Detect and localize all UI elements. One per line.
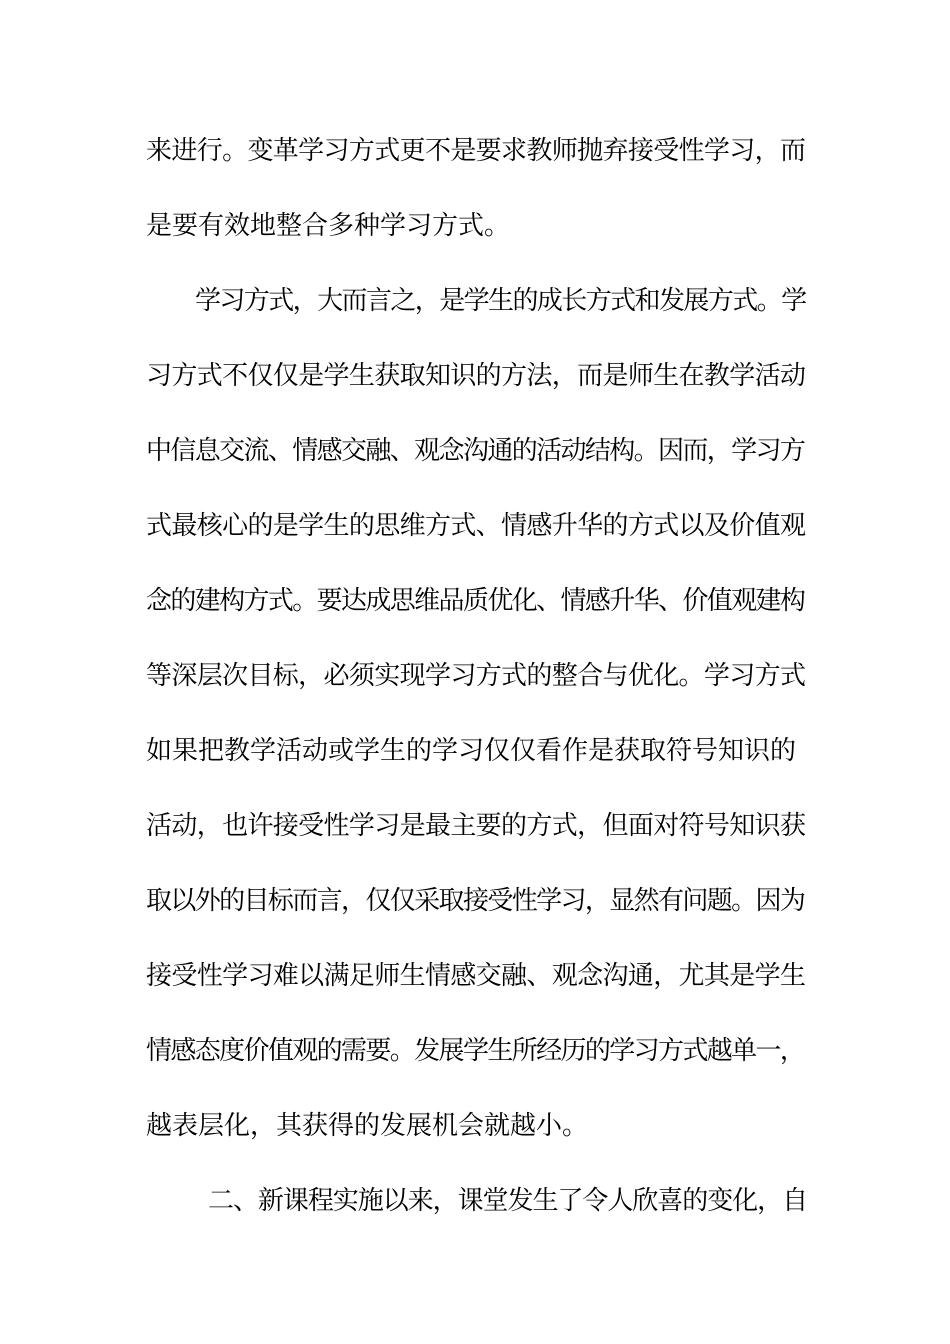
- text-line: 中信息交流、情感交融、观念沟通的活动结构。因而，学习方: [146, 436, 805, 466]
- paragraph-start-line: 学习方式，大而言之，是学生的成长方式和发展方式。学: [195, 286, 806, 316]
- text-line: 等深层次目标，必须实现学习方式的整合与优化。学习方式: [146, 661, 806, 691]
- text-line: 来进行。变革学习方式更不是要求教师抛弃接受性学习，而: [146, 136, 806, 166]
- text-line: 越表层化，其获得的发展机会就越小。: [146, 1111, 589, 1141]
- text-line: 活动，也许接受性学习是最主要的方式，但面对符号知识获: [146, 811, 806, 841]
- text-line: 取以外的目标而言，仅仅采取接受性学习，显然有问题。因为: [146, 886, 805, 916]
- text-line: 习方式不仅仅是学生获取知识的方法，而是师生在教学活动: [146, 361, 806, 391]
- text-line: 情感态度价值观的需要。发展学生所经历的学习方式越单一，: [146, 1036, 805, 1066]
- text-line: 接受性学习难以满足师生情感交融、观念沟通，尤其是学生: [146, 961, 806, 991]
- section-heading-line: 二、新课程实施以来，课堂发生了令人欣喜的变化，自: [208, 1186, 808, 1216]
- text-line: 如果把教学活动或学生的学习仅仅看作是获取符号知识的: [146, 736, 797, 766]
- text-line: 是要有效地整合多种学习方式。: [146, 211, 511, 241]
- text-line: 念的建构方式。要达成思维品质优化、情感升华、价值观建构: [146, 586, 805, 616]
- text-line: 式最核心的是学生的思维方式、情感升华的方式以及价值观: [146, 511, 806, 541]
